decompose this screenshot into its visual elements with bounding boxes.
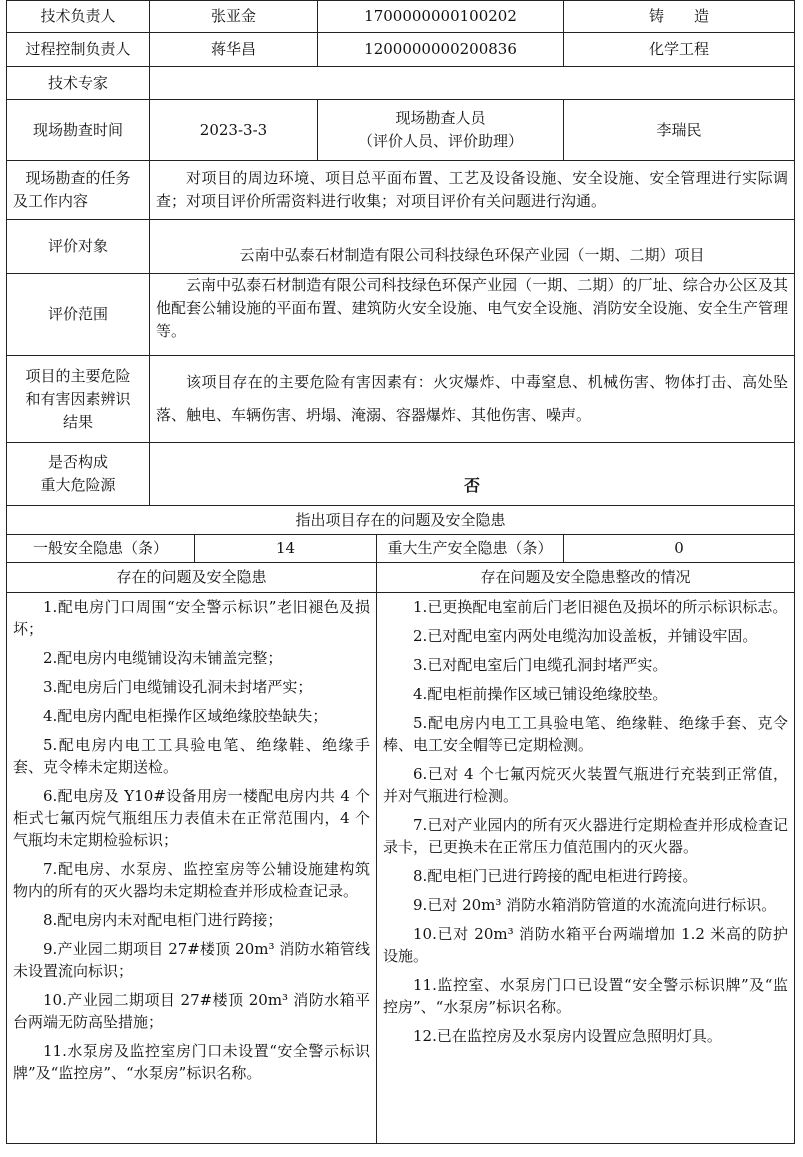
problem-item: 11.水泵房及监控室房门口未设置“安全警示标识牌”及“监控房”、“水泵房”标识名称。 [13,1042,371,1082]
task-row [7,161,795,220]
rectification-item: 12.已在监控房及水泵房内设置应急照明灯具。 [413,1027,722,1045]
hazards-text: 该项目存在的主要危险有害因素有：火灾爆炸、中毒窒息、机械伤害、物体打击、高处坠落、触电、车辆伤害、坍塌、淹溺、容器爆炸、其他伤害、噪声。 [150,356,795,443]
object-row [7,220,795,274]
task-label-line1: 现场勘查的任务 [25,169,131,187]
rectifications-header: 存在问题及安全隐患整改的情况 [377,563,795,593]
rectification-item: 4.配电柜前操作区域已铺设绝缘胶垫。 [413,685,668,703]
problem-item: 1.配电房门口周围“安全警示标识”老旧褪色及损坏； [13,598,371,638]
problem-item: 4.配电房内配电柜操作区域绝缘胶垫缺失； [43,707,328,725]
object-label: 评价对象 [7,220,150,274]
process-lead-label: 过程控制负责人 [7,33,150,67]
major-hazard-label [7,443,150,506]
scope-label: 评价范围 [7,274,150,356]
rectification-item: 2.已对配电室内两处电缆沟加设盖板，并铺设牢固。 [413,627,758,645]
process-lead-number: 1200000000200836 [318,33,564,67]
survey-time-value: 2023-3-3 [150,100,318,161]
counts-row [7,535,795,563]
problem-item: 6.配电房及 Y10#设备用房一楼配电房内共 4 个柜式七氟丙烷气瓶组压力表值未在正常范围内，4 个气瓶均未定期检验标识； [13,787,371,849]
column-headers-row [7,563,795,593]
rectification-item: 11.监控室、水泵房门口已设置“安全警示标识牌”及“监控房”、“水泵房”标识名称。 [383,976,789,1016]
process-lead-specialty: 化学工程 [564,33,795,67]
survey-time-label: 现场勘查时间 [7,100,150,161]
object-text: 云南中弘泰石材制造有限公司科技绿色环保产业园（一期、二期）项目 [150,220,795,274]
tech-lead-specialty: 铸 造 [564,1,795,33]
general-count-label: 一般安全隐患（条） [7,535,195,563]
process-lead-row [7,33,795,67]
rectification-item: 6.已对 4 个七氟丙烷灭火装置气瓶进行充装到正常值，并对气瓶进行检测。 [383,765,789,805]
issues-content-row [7,593,795,1144]
hazards-row [7,356,795,443]
problem-item: 5.配电房内电工工具验电笔、绝缘鞋、绝缘手套、克令棒未定期送检。 [13,736,371,776]
scope-text: 云南中弘泰石材制造有限公司科技绿色环保产业园（一期、二期）的厂址、综合办公区及其他配套公辅设施的平面布置、建筑防火安全设施、电气安全设施、消防安全设施、安全生产管理等。 [150,274,795,356]
problems-list [7,593,377,1144]
problems-header: 存在的问题及安全隐患 [7,563,377,593]
major-hazard-label-line2: 重大危险源 [40,476,116,494]
rectification-item: 1.已更换配电室前后门老旧褪色及损坏的所示标识标志。 [413,598,788,616]
rectification-item: 5.配电房内电工工具验电笔、绝缘鞋、绝缘手套、克令棒、电工安全帽等已定期检测。 [383,714,789,754]
tech-lead-name: 张亚金 [150,1,318,33]
survey-staff-label-line2: （评价人员、评价助理） [358,132,524,150]
tech-lead-row [7,1,795,33]
problem-item: 3.配电房后门电缆铺设孔洞未封堵严实； [43,678,313,696]
issues-title: 指出项目存在的问题及安全隐患 [7,506,795,535]
problem-item: 2.配电房内电缆铺设沟未铺盖完整； [43,649,283,667]
problem-item: 10.产业园二期项目 27#楼顶 20m³ 消防水箱平台两端无防高坠措施； [13,991,371,1031]
rectification-item: 3.已对配电室后门电缆孔洞封堵严实。 [413,656,668,674]
major-hazard-row [7,443,795,506]
survey-staff-label [318,100,564,161]
tech-expert-row [7,67,795,100]
major-count-value: 0 [564,535,795,563]
tech-lead-number: 1700000000100202 [318,1,564,33]
rectification-item: 9.已对 20m³ 消防水箱消防管道的水流流向进行标识。 [413,896,777,914]
survey-row [7,100,795,161]
tech-expert-label: 技术专家 [7,67,150,100]
task-label-line2: 及工作内容 [13,192,89,210]
evaluation-form [6,0,794,1144]
tech-lead-label: 技术负责人 [7,1,150,33]
major-hazard-value: 否 [150,443,795,506]
tech-expert-value [150,67,795,100]
scope-row [7,274,795,356]
info-table [6,0,795,1144]
major-hazard-label-line1: 是否构成 [47,453,108,471]
major-count-label: 重大生产安全隐患（条） [377,535,564,563]
hazards-label-line1: 项目的主要危险 [25,366,131,385]
problem-item: 9.产业园二期项目 27#楼顶 20m³ 消防水箱管线未设置流向标识； [13,940,371,980]
rectification-item: 10.已对 20m³ 消防水箱平台两端增加 1.2 米高的防护设施。 [383,925,789,965]
hazards-label-line2: 和有害因素辨识 [25,389,131,408]
process-lead-name: 蒋华昌 [150,33,318,67]
hazards-label-line3: 结果 [62,412,93,431]
hazards-label [7,356,150,443]
task-label [7,161,150,220]
survey-staff-value: 李瑞民 [564,100,795,161]
issues-title-row [7,506,795,535]
general-count-value: 14 [195,535,377,563]
problem-item: 8.配电房内未对配电柜门进行跨接； [43,911,283,929]
rectifications-list [377,593,795,1144]
survey-staff-label-line1: 现场勘查人员 [395,109,486,127]
rectification-item: 7.已对产业园内的所有灭火器进行定期检查并形成检查记录卡，已更换未在正常压力值范围内的灭火器。 [383,816,789,856]
problem-item: 7.配电房、水泵房、监控室房等公辅设施建构筑物内的所有的灭火器均未定期检查并形成检查记录。 [13,860,371,900]
rectification-item: 8.配电柜门已进行跨接的配电柜进行跨接。 [413,867,698,885]
task-text: 对项目的周边环境、项目总平面布置、工艺及设备设施、安全设施、安全管理进行实际调查；对项目评价所需资料进行收集；对项目评价有关问题进行沟通。 [150,161,795,220]
